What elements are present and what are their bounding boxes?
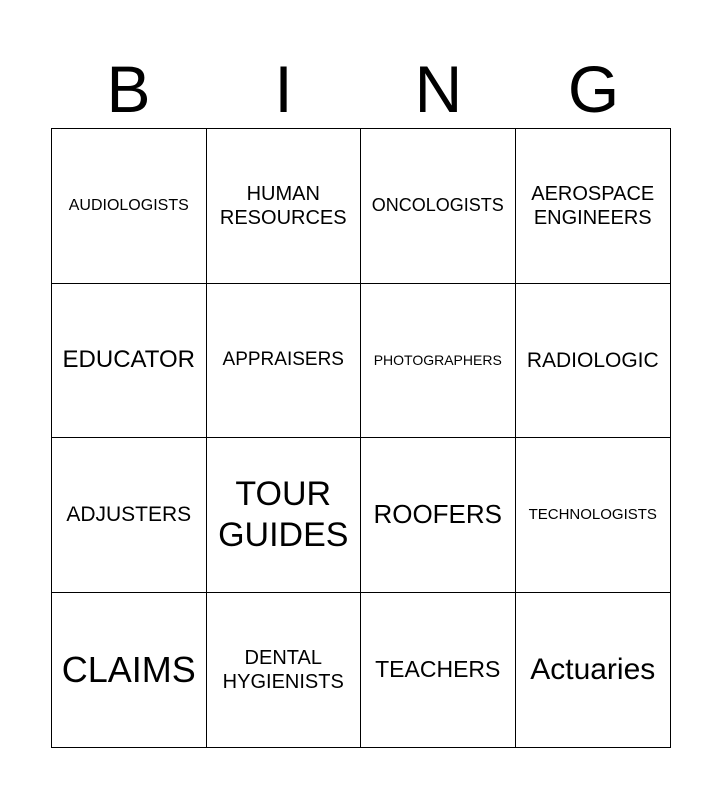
cell-text: CLAIMS — [61, 649, 196, 691]
cell-text: AEROSPACE ENGINEERS — [531, 182, 655, 229]
cell-text: ADJUSTERS — [66, 503, 192, 527]
bingo-cell — [207, 593, 362, 748]
bingo-header — [51, 50, 671, 128]
bingo-cell — [52, 129, 207, 284]
cell-text: ONCOLOGISTS — [371, 194, 504, 215]
bingo-cell — [516, 438, 671, 593]
cell-text: APPRAISERS — [222, 348, 344, 370]
bingo-cell — [516, 129, 671, 284]
cell-text: TECHNOLOGISTS — [528, 505, 657, 523]
cell-text: EDUCATOR — [62, 345, 195, 373]
bingo-cell — [52, 593, 207, 748]
cell-text: AUDIOLOGISTS — [68, 197, 189, 215]
cell-text: TEACHERS — [375, 655, 501, 682]
cell-text: DENTAL HYGIENISTS — [222, 646, 344, 693]
header-letter-n: N — [414, 52, 463, 126]
bingo-cell — [207, 284, 362, 439]
bingo-cell — [361, 593, 516, 748]
bingo-cell — [207, 438, 362, 593]
bingo-cell — [207, 129, 362, 284]
cell-text: ROOFERS — [373, 499, 503, 530]
cell-text: PHOTOGRAPHERS — [373, 351, 502, 368]
bingo-cell — [52, 438, 207, 593]
bingo-cell — [516, 284, 671, 439]
header-letter-b: B — [106, 52, 151, 126]
cell-text: TOUR GUIDES — [218, 474, 349, 554]
cell-text: HUMAN RESOURCES — [219, 182, 347, 229]
cell-text: RADIOLOGIC — [526, 348, 659, 372]
bingo-grid — [51, 128, 671, 748]
cell-text: Actuaries — [530, 652, 656, 686]
bingo-cell — [361, 284, 516, 439]
bingo-cell — [52, 284, 207, 439]
bingo-cell — [361, 438, 516, 593]
bingo-cell — [361, 129, 516, 284]
header-letter-i: I — [274, 52, 293, 126]
header-letter-g: G — [567, 52, 620, 126]
bingo-cell — [516, 593, 671, 748]
